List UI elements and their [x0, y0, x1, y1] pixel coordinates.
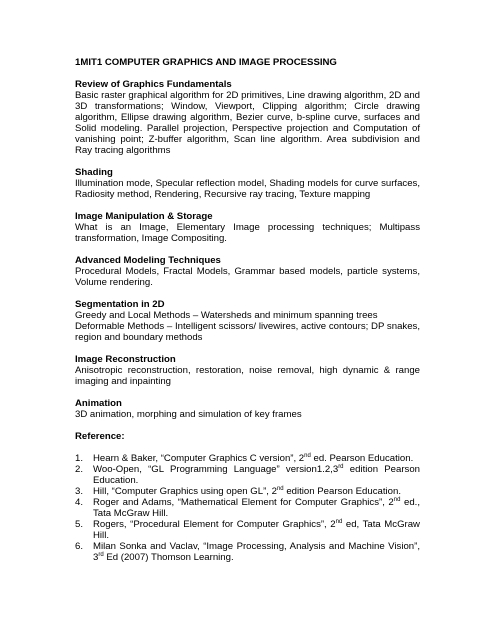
reference-number: 2.	[75, 464, 84, 475]
reference-superscript: nd	[335, 519, 343, 525]
section-heading: Shading	[75, 167, 113, 178]
reference-number: 6.	[75, 541, 84, 552]
reference-number: 3.	[75, 486, 84, 497]
reference-number: 5.	[75, 519, 84, 530]
section-text: What is an Image, Elementary Image processing techniques; Multipass transformation, Image Compositing.	[75, 222, 420, 244]
section-advanced-modeling	[75, 255, 420, 288]
reference-item	[75, 486, 420, 497]
section-text: Deformable Methods – Intelligent scissors/ livewires, active contours; DP snakes, region and boundary methods	[75, 321, 420, 343]
section-heading: Advanced Modeling Techniques	[75, 255, 221, 266]
reference-superscript: nd	[304, 453, 311, 459]
section-text: 3D animation, morphing and simulation of key frames	[75, 409, 302, 420]
reference-item	[75, 464, 420, 486]
section-text: Greedy and Local Methods – Watersheds and minimum spanning trees	[75, 310, 378, 321]
section-heading: Review of Graphics Fundamentals	[75, 79, 232, 90]
section-review-of-graphics-fundamentals	[75, 79, 420, 156]
reference-text: Hearn & Baker, “Computer Graphics C version”, 2	[93, 453, 305, 464]
reference-superscript: rd	[98, 552, 104, 558]
reference-superscript: nd	[393, 497, 401, 503]
reference-text: ed, Tata McGraw Hill.	[93, 519, 420, 541]
reference-text: edition Pearson Education.	[283, 486, 401, 497]
reference-item	[75, 497, 420, 519]
reference-text: Ed (2007) Thomson Learning.	[103, 552, 234, 563]
reference-text: Milan Sonka and Vaclav, “Image Processing, Analysis and Machine Vision”, 3	[93, 541, 420, 563]
reference-heading: Reference:	[75, 431, 125, 442]
section-heading: Image Manipulation & Storage	[75, 211, 213, 222]
reference-text: Roger and Adams, “Mathematical Element for Computer Graphics”, 2	[93, 497, 394, 508]
section-image-manipulation	[75, 211, 420, 244]
reference-text: ed., Tata McGraw Hill.	[93, 497, 420, 519]
section-reference	[75, 431, 420, 563]
reference-number: 1.	[75, 453, 84, 464]
section-text: Procedural Models, Fractal Models, Grammar based models, particle systems, Volume rendering.	[75, 266, 420, 288]
reference-item	[75, 453, 420, 464]
reference-text: Woo-Open, “GL Programming Language” version1.2,3	[93, 464, 339, 475]
section-text: Basic raster graphical algorithm for 2D primitives, Line drawing algorithm, 2D and 3D transformations; Window, Viewport, Clipping algorithm; Circle drawing algorithm, Ellipse drawing algorithm, Bezier curve, b-spline curve, surfaces and Solid modeling. Parallel projection, Perspective projection and Computation of vanishing point; Z-buffer algorithm, Scan line algorithm. Area subdivision and Ray tracing algorithms	[75, 90, 420, 156]
reference-number: 4.	[75, 497, 84, 508]
document-title: 1MIT1 COMPUTER GRAPHICS AND IMAGE PROCESSING	[75, 57, 337, 68]
section-animation	[75, 398, 420, 420]
reference-item	[75, 519, 420, 541]
reference-text: Rogers, “Procedural Element for Computer Graphics”, 2	[93, 519, 336, 530]
reference-superscript: rd	[338, 464, 344, 470]
section-text: Illumination mode, Specular reflection model, Shading models for curve surfaces, Radiosity method, Rendering, Recursive ray tracing, Texture mapping	[75, 178, 420, 200]
reference-list	[75, 453, 420, 563]
reference-item	[75, 541, 420, 563]
section-shading	[75, 167, 420, 200]
section-heading: Image Reconstruction	[75, 354, 176, 365]
reference-text: ed. Pearson Education.	[310, 453, 414, 464]
document-page	[75, 57, 420, 574]
section-segmentation-2d	[75, 299, 420, 343]
section-heading: Animation	[75, 398, 122, 409]
section-text: Anisotropic reconstruction, restoration, noise removal, high dynamic & range imaging and inpainting	[75, 365, 420, 387]
reference-text: Hill, “Computer Graphics using open GL”, 2	[93, 486, 277, 497]
reference-text: edition Pearson Education.	[93, 464, 421, 486]
section-heading: Segmentation in 2D	[75, 299, 165, 310]
reference-superscript: nd	[276, 486, 284, 492]
section-image-reconstruction	[75, 354, 420, 387]
